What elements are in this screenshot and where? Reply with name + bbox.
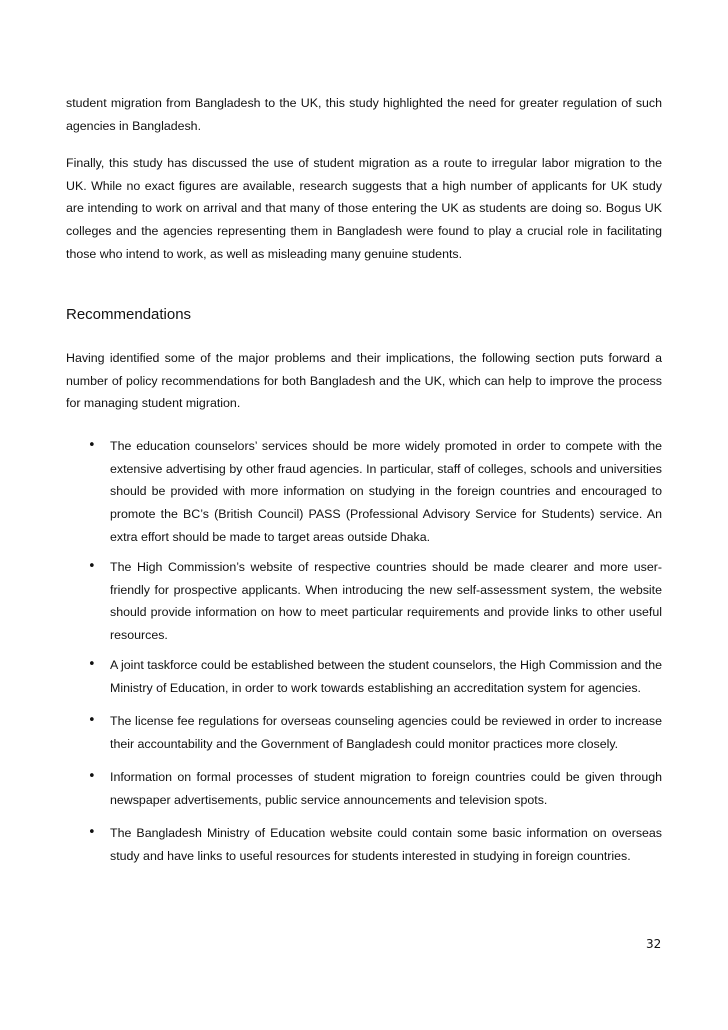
section-heading-recommendations: Recommendations xyxy=(66,306,192,323)
bullet-icon: • xyxy=(88,559,96,574)
body-paragraph-1: student migration from Bangladesh to the UK, this study highlighted the need for greater regulation of such agencies in Bangladesh. xyxy=(66,96,662,133)
list-item-text: The education counselors’ services should be more widely promoted in order to compete with the extensive advertising by other fraud agencies. In particular, staff of colleges, schools and universities should be provided with more information on studying in the foreign countries and encouraged to promote the BC’s (British Council) PASS (Professional Advisory Service for Students) service. An extra effort should be made to target areas outside Dhaka. xyxy=(110,439,662,544)
recommendations-intro: Having identified some of the major problems and their implications, the following section puts forward a number of policy recommendations for both Bangladesh and the UK, which can help to improve the process for managing student migration. xyxy=(66,351,662,411)
bullet-icon: • xyxy=(88,438,96,453)
list-item-text: The license fee regulations for overseas counseling agencies could be reviewed in order to increase their accountability and the Government of Bangladesh could monitor practices more closely. xyxy=(110,714,662,751)
list-item-text: Information on formal processes of student migration to foreign countries could be given through newspaper advertisements, public service announcements and television spots. xyxy=(110,770,662,807)
page-number: 32 xyxy=(646,937,662,951)
bullet-icon: • xyxy=(88,713,96,728)
bullet-icon: • xyxy=(88,825,96,840)
body-paragraph-2: Finally, this study has discussed the use of student migration as a route to irregular labor migration to the UK. While no exact figures are available, research suggests that a high number of applicants for UK study are intending to work on arrival and that many of those entering the UK as students are doing so. Bogus UK colleges and the agencies representing them in Bangladesh were found to play a crucial role in facilitating those who intend to work, as well as misleading many genuine students. xyxy=(66,156,662,261)
list-item-text: The High Commission’s website of respective countries should be made clearer and more user-friendly for prospective applicants. When introducing the new self-assessment system, the website should provide information on how to meet particular requirements and provide links to other useful resources. xyxy=(110,560,662,643)
bullet-icon: • xyxy=(88,769,96,784)
list-item-text: The Bangladesh Ministry of Education website could contain some basic information on overseas study and have links to useful resources for students interested in studying in foreign countries. xyxy=(110,826,662,863)
list-item-text: A joint taskforce could be established between the student counselors, the High Commission and the Ministry of Education, in order to work towards establishing an accreditation system for agencies. xyxy=(110,658,662,695)
bullet-icon: • xyxy=(88,657,96,672)
